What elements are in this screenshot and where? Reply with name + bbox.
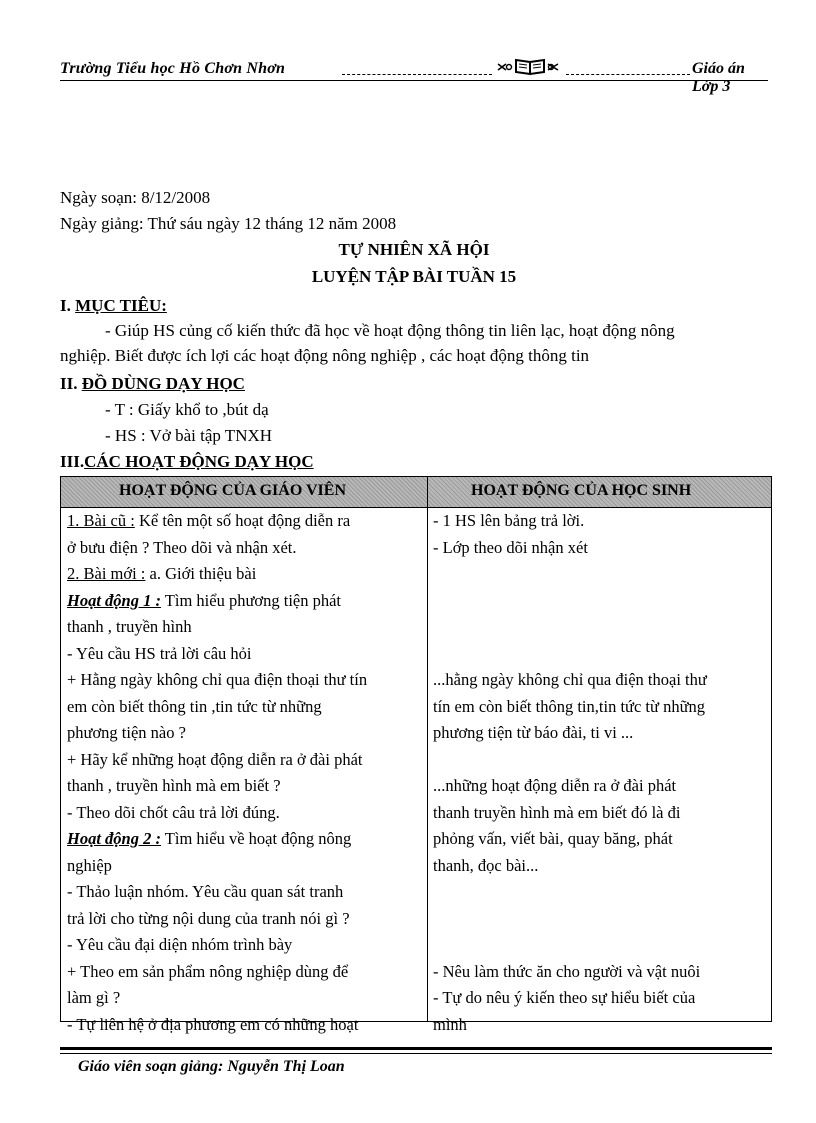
teacher-column	[67, 508, 423, 1038]
teacher-line: - Tự liên hệ ở địa phương em có những hoạt	[67, 1014, 359, 1034]
teacher-line: nghiệp	[67, 855, 112, 875]
prep-date: Ngày soạn: 8/12/2008	[60, 188, 211, 207]
objectives-line-1: - Giúp HS củng cố kiến thức đã học về hoạt động thông tin liên lạc, hoạt động nông	[105, 321, 675, 340]
subject-title: TỰ NHIÊN XÃ HỘI	[338, 240, 490, 259]
teacher-line: + Hằng ngày không chỉ qua điện thoại thư tín	[67, 670, 368, 689]
student-column	[433, 508, 767, 1038]
activity-2-text: Tìm hiểu về hoạt động nông	[160, 829, 352, 848]
student-line: thanh truyền hình mà em biết đó là đi	[433, 802, 681, 822]
col-header-student: HOẠT ĐỘNG CỦA HỌC SINH	[471, 482, 692, 499]
page-header	[60, 58, 768, 95]
header-dashed-rule-left	[342, 74, 492, 75]
student-line-empty	[433, 879, 767, 906]
teacher-line: - Theo dõi chốt câu trả lời đúng.	[67, 802, 280, 822]
activities-table	[60, 476, 772, 1034]
review-label: 1. Bài cũ :	[67, 511, 135, 530]
footer-rule-thick	[60, 1047, 772, 1050]
objectives-line-2: nghiệp. Biết được ích lợi các hoạt động nông nghiệp , các hoạt động thông tin	[60, 346, 590, 365]
teacher-line: ở bưu điện ? Theo dõi và nhận xét.	[67, 537, 297, 557]
student-line-empty	[433, 906, 767, 933]
student-line: phương tiện từ báo đài, ti vi ...	[433, 723, 634, 742]
teacher-line: - Yêu cầu đại diện nhóm trình bày	[67, 935, 293, 954]
student-line: ...hằng ngày không chỉ qua điện thoại thư	[433, 670, 707, 689]
teacher-line: trả lời cho từng nội dung của tranh nói gì ?	[67, 908, 350, 928]
activity-2-label: Hoạt động 2 :	[67, 829, 161, 848]
section-materials-heading	[60, 374, 245, 394]
section-title: MỤC TIÊU:	[75, 296, 167, 315]
school-name: Trường Tiểu học Hồ Chơn Nhơn	[60, 60, 286, 77]
table-header-row	[61, 477, 771, 508]
new-lesson-text: a. Giới thiệu bài	[145, 564, 257, 583]
section-title: ĐỒ DÙNG DẠY HỌC	[81, 374, 245, 393]
col-header-teacher: HOẠT ĐỘNG CỦA GIÁO VIÊN	[119, 482, 346, 499]
student-line-empty	[433, 932, 767, 959]
teacher-line: thanh , truyền hình	[67, 617, 192, 636]
section-number: I.	[60, 296, 76, 315]
student-line-empty	[433, 561, 767, 588]
section-title: CÁC HOẠT ĐỘNG DẠY HỌC	[84, 452, 314, 471]
grade-label: Giáo án Lớp 3	[692, 60, 745, 95]
footer-rule-thin	[60, 1053, 772, 1054]
student-line-empty	[433, 614, 767, 641]
teach-date: Ngày giảng: Thứ sáu ngày 12 tháng 12 năm 2008	[60, 214, 397, 233]
student-line: phỏng vấn, viết bài, quay băng, phát	[433, 829, 673, 848]
student-line: - Lớp theo dõi nhận xét	[433, 537, 588, 557]
teacher-line	[67, 508, 423, 535]
teacher-line: phương tiện nào ?	[67, 723, 186, 742]
student-line-empty	[433, 747, 767, 774]
student-line: - Tự do nêu ý kiến theo sự hiểu biết của	[433, 988, 696, 1007]
activity-1-label: Hoạt động 1 :	[67, 590, 161, 610]
section-number: II.	[60, 374, 82, 393]
section-objectives-heading	[60, 296, 167, 316]
teacher-line: - Yêu cầu HS trả lời câu hỏi	[67, 643, 252, 663]
teacher-line: làm gì ?	[67, 988, 121, 1007]
student-line: mình	[433, 1014, 467, 1034]
student-line: tín em còn biết thông tin,tin tức từ những	[433, 696, 706, 716]
teacher-line	[67, 588, 423, 615]
teacher-line: + Theo em sản phẩm nông nghiệp dùng để	[67, 961, 349, 981]
activity-1-text: Tìm hiểu phương tiện phát	[160, 590, 342, 610]
teacher-line	[67, 826, 423, 853]
book-scissors-ornament-icon	[496, 56, 564, 76]
lesson-title: LUYỆN TẬP BÀI TUẦN 15	[311, 267, 517, 286]
student-line: - Nêu làm thức ăn cho người và vật nuôi	[433, 961, 701, 981]
materials-teacher: - T : Giấy khổ to ,bút dạ	[105, 400, 269, 419]
column-divider	[427, 477, 428, 1021]
footer-author: Giáo viên soạn giảng: Nguyễn Thị Loan	[78, 1058, 345, 1075]
student-line-empty	[433, 588, 767, 615]
student-line: - 1 HS lên bảng trả lời.	[433, 511, 585, 530]
header-rule	[60, 80, 768, 81]
teacher-line: + Hãy kể những hoạt động diễn ra ở đài phát	[67, 749, 363, 769]
materials-student: - HS : Vở bài tập TNXH	[105, 426, 273, 445]
section-number: III.	[60, 452, 85, 471]
new-lesson-label: 2. Bài mới :	[67, 564, 146, 583]
teacher-line	[67, 561, 423, 588]
review-text: Kể tên một số hoạt động diễn ra	[134, 511, 351, 530]
student-line-empty	[433, 641, 767, 668]
teacher-line: thanh , truyền hình mà em biết ?	[67, 776, 281, 795]
header-dashed-rule-right	[566, 74, 690, 75]
teacher-line: - Thảo luận nhóm. Yêu cầu quan sát tranh	[67, 882, 344, 901]
section-activities-heading	[60, 452, 314, 472]
student-line: thanh, đọc bài...	[433, 855, 539, 875]
teacher-line: em còn biết thông tin ,tin tức từ những	[67, 696, 322, 716]
student-line: ...những hoạt động diễn ra ở đài phát	[433, 776, 677, 795]
